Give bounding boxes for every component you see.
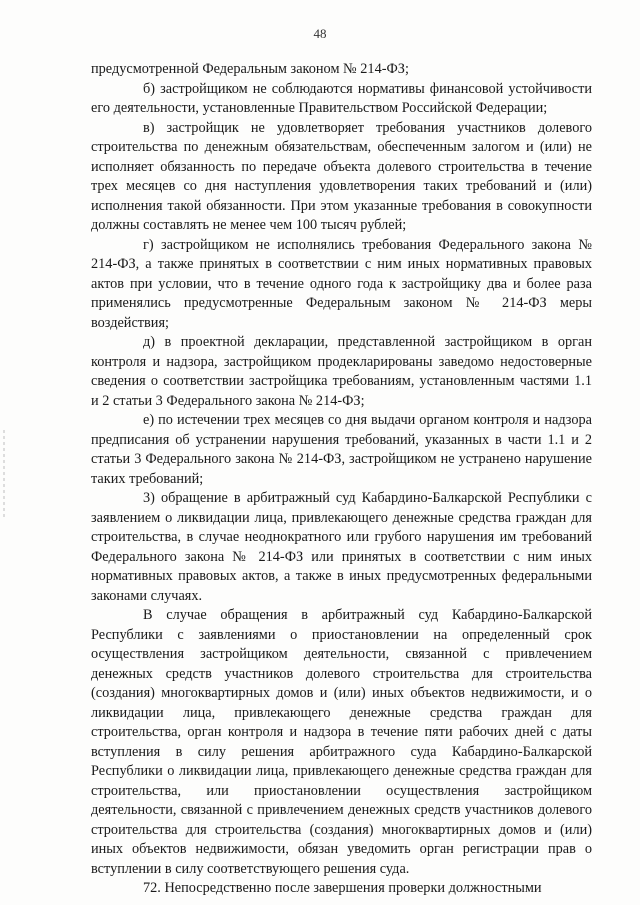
paragraph-continuation: предусмотренной Федеральным законом № 214-ФЗ; bbox=[91, 61, 409, 77]
document-body bbox=[91, 60, 592, 899]
scan-artifact bbox=[3, 430, 5, 520]
page-number: 48 bbox=[313, 26, 327, 41]
paragraph-item-b: б) застройщиком не соблюдаются нормативы финансовой устойчивости его деятельности, установленные Правительством Российской Федерации; bbox=[91, 80, 592, 116]
paragraph-court-notice: В случае обращения в арбитражный суд Кабардино-Балкарской Республики с заявлениями о приостановлении на определенный срок осуществления застройщиком деятельности, связанной с привлечением денежных средств участников долевого строительства для строительства (создания) многоквартирных домов и (или) иных объектов недвижимости, и о ликвидации лица, привлекающего денежные средства граждан для строительства, орган контроля и надзора в течение пяти рабочих дней с даты вступления в силу решения арбитражного суда Кабардино-Балкарской Республики о ликвидации лица, привлекающего денежные средства граждан для строительства, или приостановлении осуществления застройщиком деятельности, связанной с привлечением денежных средств участников долевого строительства для строительства (создания) многоквартирных домов и (или) иных объектов недвижимости, обязан уведомить орган регистрации прав о вступлении в силу соответствующего решения суда. bbox=[91, 607, 592, 877]
paragraph-item-g: г) застройщиком не исполнялись требования Федерального закона № 214-ФЗ, а также принятых в соответствии с ним иных нормативных правовых актов при условии, что в течение одного года к застройщику два и более раза применялись предусмотренные Федеральным законом № 214-ФЗ меры воздействия; bbox=[91, 236, 592, 331]
paragraph-item-d: д) в проектной декларации, представленной застройщиком в орган контроля и надзора, застройщиком продекларированы заведомо недостоверные сведения о соответствии застройщика требованиям, установленным частями 1.1 и 2 статьи 3 Федерального закона № 214-ФЗ; bbox=[91, 334, 592, 409]
paragraph-item-e: е) по истечении трех месяцев со дня выдачи органом контроля и надзора предписания об устранении нарушения требований, указанных в части 1.1 и 2 статьи 3 Федерального закона № 214-ФЗ, застройщиком не устранено нарушение таких требований; bbox=[91, 412, 592, 487]
paragraph-section-72: 72. Непосредственно после завершения проверки должностными bbox=[143, 880, 542, 896]
paragraph-item-3: 3) обращение в арбитражный суд Кабардино-Балкарской Республики с заявлением о ликвидации лица, привлекающего денежные средства граждан для строительства, в случае неоднократного или грубого нарушения им требований Федерального закона № 214-ФЗ или принятых в соответствии с ним иных нормативных правовых актов, а также в иных предусмотренных федеральными законами случаях. bbox=[91, 490, 592, 604]
paragraph-item-v: в) застройщик не удовлетворяет требования участников долевого строительства по денежным обязательствам, обеспеченным залогом и (или) не исполняет обязанность по передаче объекта долевого строительства в течение трех месяцев со дня наступления удовлетворения таких требований и (или) исполнения такой обязанности. При этом указанные требования в совокупности должны составлять не менее чем 100 тысяч рублей; bbox=[91, 119, 592, 233]
